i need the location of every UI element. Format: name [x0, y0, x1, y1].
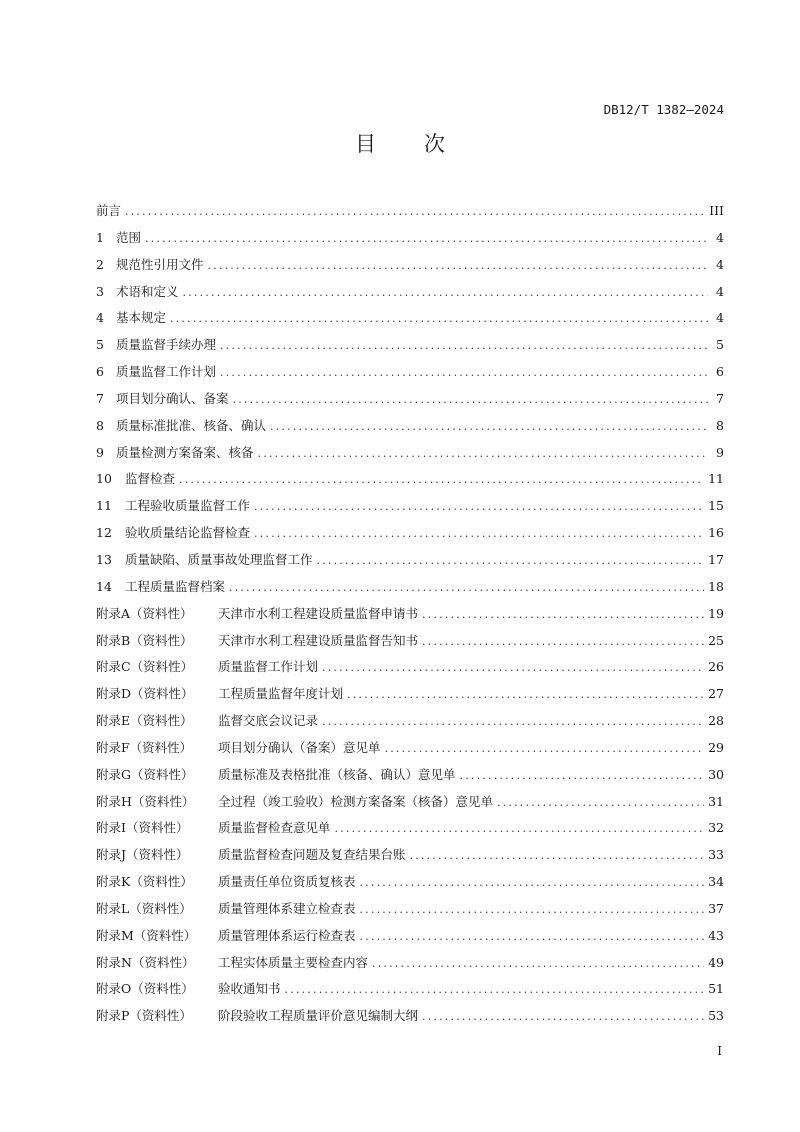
section-number: 10 — [96, 471, 112, 487]
dot-leader — [322, 661, 704, 674]
toc-label: 验收通知书 — [218, 981, 281, 997]
dot-leader — [254, 527, 704, 540]
toc-page: III — [709, 203, 724, 218]
toc-entry-section[interactable] — [96, 282, 724, 309]
toc-label: 质量监督工作计划 — [116, 364, 217, 380]
dot-leader — [145, 232, 708, 245]
dot-leader — [360, 903, 705, 916]
toc-entry-appendix[interactable] — [96, 657, 724, 684]
toc-page: 34 — [708, 874, 724, 890]
appendix-prefix: 附录C（资料性） — [96, 659, 194, 675]
toc-page: 6 — [716, 364, 724, 380]
section-number: 14 — [96, 578, 112, 594]
toc-page: 15 — [708, 498, 724, 514]
toc-label: 工程质量监督年度计划 — [218, 686, 344, 702]
appendix-prefix: 附录N（资料性） — [96, 954, 195, 970]
toc-label: 术语和定义 — [116, 283, 179, 299]
toc-entry-appendix[interactable] — [96, 1006, 724, 1033]
dot-leader — [322, 715, 704, 728]
dot-leader — [460, 769, 705, 782]
section-number: 1 — [96, 229, 104, 245]
toc-page: 5 — [716, 337, 724, 353]
dot-leader — [258, 447, 708, 460]
dot-leader — [317, 554, 705, 567]
toc-label: 规范性引用文件 — [116, 256, 204, 272]
toc-label: 质量管理体系运行检查表 — [218, 927, 356, 943]
toc-label: 全过程（竣工验收）检测方案备案（核备）意见单 — [218, 793, 494, 809]
section-number: 3 — [96, 283, 104, 299]
toc-label: 监督交底会议记录 — [218, 713, 319, 729]
document-code: DB12/T 1382—2024 — [603, 102, 724, 117]
dot-leader — [179, 473, 704, 486]
toc-page: 4 — [716, 310, 724, 326]
toc-entry-appendix[interactable] — [96, 845, 724, 872]
dot-leader — [220, 366, 708, 379]
section-number: 11 — [96, 498, 112, 514]
toc-entry-section[interactable] — [96, 335, 724, 362]
toc-page: 25 — [708, 632, 724, 648]
toc-entry-preface[interactable] — [96, 201, 724, 228]
table-of-contents — [96, 201, 724, 1033]
toc-entry-appendix[interactable] — [96, 765, 724, 792]
toc-entry-appendix[interactable] — [96, 872, 724, 899]
toc-label: 质量标准批准、核备、确认 — [116, 417, 267, 433]
toc-page: 53 — [708, 1008, 724, 1024]
dot-leader — [208, 259, 708, 272]
toc-label: 质量监督检查意见单 — [218, 820, 331, 836]
dot-leader — [229, 581, 704, 594]
toc-entry-section[interactable] — [96, 362, 724, 389]
dot-leader — [254, 500, 704, 513]
toc-page: 29 — [708, 739, 724, 755]
section-number: 9 — [96, 444, 104, 460]
appendix-prefix: 附录G（资料性） — [96, 766, 194, 782]
toc-label: 工程验收质量监督工作 — [125, 498, 251, 514]
toc-entry-appendix[interactable] — [96, 979, 724, 1006]
toc-page: 27 — [708, 686, 724, 702]
toc-page: 32 — [708, 820, 724, 836]
toc-page: 51 — [708, 981, 724, 997]
toc-entry-appendix[interactable] — [96, 792, 724, 819]
toc-label: 前言 — [96, 203, 122, 218]
toc-page: 28 — [708, 713, 724, 729]
toc-label: 验收质量结论监督检查 — [125, 525, 251, 541]
toc-entry-section[interactable] — [96, 577, 724, 604]
dot-leader — [422, 1010, 704, 1023]
toc-label: 基本规定 — [116, 310, 167, 326]
appendix-prefix: 附录P（资料性） — [96, 1008, 192, 1024]
appendix-prefix: 附录O（资料性） — [96, 981, 194, 997]
toc-page: 49 — [708, 954, 724, 970]
toc-page: 11 — [708, 471, 724, 487]
toc-entry-appendix[interactable] — [96, 926, 724, 953]
toc-entry-section[interactable] — [96, 389, 724, 416]
toc-label: 阶段验收工程质量评价意见编制大纲 — [218, 1008, 419, 1024]
toc-page: 17 — [708, 551, 724, 567]
toc-entry-appendix[interactable] — [96, 818, 724, 845]
section-number: 5 — [96, 337, 104, 353]
toc-page: 19 — [708, 605, 724, 621]
toc-page: 7 — [716, 390, 724, 406]
toc-entry-section[interactable] — [96, 416, 724, 443]
toc-entry-appendix[interactable] — [96, 711, 724, 738]
toc-entry-section[interactable] — [96, 308, 724, 335]
toc-entry-appendix[interactable] — [96, 899, 724, 926]
appendix-prefix: 附录D（资料性） — [96, 686, 194, 702]
dot-leader — [220, 339, 708, 352]
toc-entry-appendix[interactable] — [96, 684, 724, 711]
dot-leader — [497, 796, 704, 809]
title-char-1: 目 — [355, 132, 376, 156]
toc-label: 质量责任单位资质复核表 — [218, 874, 356, 890]
appendix-prefix: 附录F（资料性） — [96, 739, 193, 755]
section-number: 6 — [96, 364, 104, 380]
dot-leader — [360, 930, 705, 943]
toc-label: 质量监督手续办理 — [116, 337, 217, 353]
dot-leader — [335, 822, 705, 835]
toc-label: 工程质量监督档案 — [125, 578, 226, 594]
page-title — [0, 128, 800, 158]
toc-page: 33 — [708, 847, 724, 863]
appendix-prefix: 附录M（资料性） — [96, 927, 197, 943]
toc-page: 26 — [708, 659, 724, 675]
toc-entry-section[interactable] — [96, 255, 724, 282]
dot-leader — [183, 286, 708, 299]
section-number: 7 — [96, 390, 104, 406]
dot-leader — [422, 608, 704, 621]
toc-label: 天津市水利工程建设质量监督告知书 — [218, 632, 419, 648]
toc-label: 质量缺陷、质量事故处理监督工作 — [125, 551, 313, 567]
toc-label: 监督检查 — [125, 471, 176, 487]
toc-entry-section[interactable] — [96, 469, 724, 496]
toc-label: 质量管理体系建立检查表 — [218, 900, 356, 916]
toc-label: 质量标准及表格批准（核备、确认）意见单 — [218, 766, 456, 782]
dot-leader — [385, 742, 705, 755]
toc-label: 质量监督检查问题及复查结果台账 — [218, 847, 406, 863]
dot-leader — [410, 849, 705, 862]
toc-page: 4 — [716, 256, 724, 272]
title-char-2: 次 — [424, 132, 445, 156]
toc-label: 工程实体质量主要检查内容 — [218, 954, 369, 970]
appendix-prefix: 附录K（资料性） — [96, 874, 193, 890]
toc-entry-appendix[interactable] — [96, 631, 724, 658]
toc-label: 项目划分确认（备案）意见单 — [218, 739, 381, 755]
toc-label: 质量监督工作计划 — [218, 659, 319, 675]
page-folio: I — [717, 1044, 722, 1058]
appendix-prefix: 附录J（资料性） — [96, 847, 189, 863]
toc-page: 4 — [716, 283, 724, 299]
section-number: 13 — [96, 551, 112, 567]
toc-label: 质量检测方案备案、核备 — [116, 444, 254, 460]
section-number: 2 — [96, 256, 104, 272]
toc-entry-section[interactable] — [96, 443, 724, 470]
dot-leader — [360, 876, 705, 889]
toc-page: 31 — [708, 793, 724, 809]
toc-entry-appendix[interactable] — [96, 604, 724, 631]
dot-leader — [125, 205, 705, 218]
dot-leader — [285, 983, 705, 996]
section-number: 8 — [96, 417, 104, 433]
toc-page: 18 — [708, 578, 724, 594]
toc-entry-section[interactable] — [96, 228, 724, 255]
toc-entry-appendix[interactable] — [96, 953, 724, 980]
dot-leader — [347, 688, 704, 701]
appendix-prefix: 附录H（资料性） — [96, 793, 195, 809]
toc-page: 4 — [716, 229, 724, 245]
toc-label: 项目划分确认、备案 — [116, 390, 229, 406]
appendix-prefix: 附录B（资料性） — [96, 632, 193, 648]
dot-leader — [233, 393, 708, 406]
toc-label: 范围 — [116, 229, 142, 245]
section-number: 4 — [96, 310, 104, 326]
appendix-prefix: 附录A（资料性） — [96, 605, 193, 621]
toc-page: 8 — [716, 417, 724, 433]
toc-page: 16 — [708, 525, 724, 541]
toc-entry-section[interactable] — [96, 523, 724, 550]
toc-page: 30 — [708, 766, 724, 782]
appendix-prefix: 附录L（资料性） — [96, 900, 192, 916]
dot-leader — [270, 420, 708, 433]
toc-page: 9 — [716, 444, 724, 460]
toc-label: 天津市水利工程建设质量监督申请书 — [218, 605, 419, 621]
dot-leader — [422, 635, 704, 648]
toc-page: 43 — [708, 927, 724, 943]
appendix-prefix: 附录I（资料性） — [96, 820, 189, 836]
toc-page: 37 — [708, 900, 724, 916]
dot-leader — [372, 957, 704, 970]
section-number: 12 — [96, 525, 112, 541]
toc-entry-section[interactable] — [96, 496, 724, 523]
toc-entry-section[interactable] — [96, 550, 724, 577]
appendix-prefix: 附录E（资料性） — [96, 713, 193, 729]
dot-leader — [170, 312, 708, 325]
toc-entry-appendix[interactable] — [96, 738, 724, 765]
